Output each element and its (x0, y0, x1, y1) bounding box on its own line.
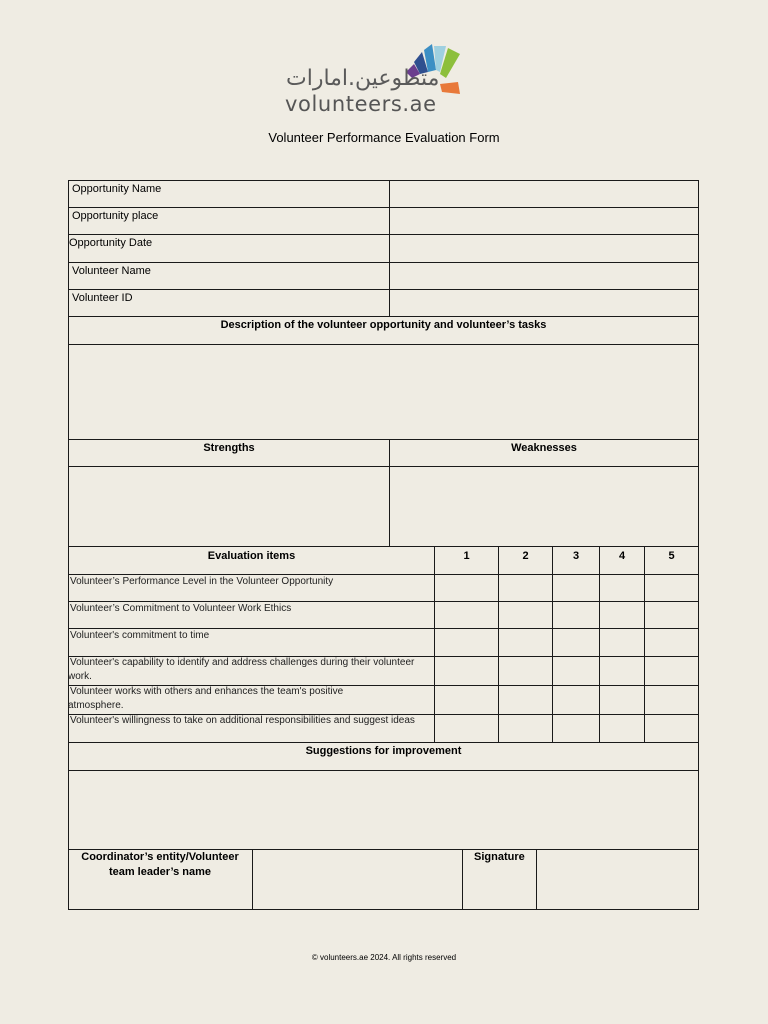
rating-cell[interactable] (644, 656, 699, 686)
rating-cell[interactable] (434, 656, 499, 686)
rating-cell[interactable] (599, 601, 645, 629)
description-heading: Description of the volunteer opportunity and volunteer’s tasks (220, 319, 547, 331)
rating-cell[interactable] (552, 628, 600, 657)
field-label-opportunity-place: Opportunity place (72, 210, 159, 222)
volunteer-name-input[interactable] (389, 262, 699, 290)
description-textarea[interactable] (68, 344, 699, 440)
evaluation-heading: Evaluation items (207, 550, 296, 562)
field-label-opportunity-date: Opportunity Date (69, 237, 153, 249)
evaluation-item-4: Volunteer's capability to identify and address challenges during their volunteer work. (68, 657, 415, 682)
logo-arabic-text: متطوعين.امارات (286, 66, 440, 91)
rating-cell[interactable] (498, 656, 553, 686)
scale-header-2: 2 (522, 550, 529, 562)
rating-cell[interactable] (552, 685, 600, 715)
rating-cell[interactable] (644, 628, 699, 657)
rating-cell[interactable] (644, 685, 699, 715)
scale-header-3: 3 (572, 550, 580, 562)
scale-header-5: 5 (668, 550, 675, 562)
rating-cell[interactable] (498, 601, 553, 629)
coordinator-name-input[interactable] (252, 849, 463, 910)
rating-cell[interactable] (599, 574, 645, 602)
rating-cell[interactable] (434, 601, 499, 629)
signature-label: Signature (474, 851, 525, 863)
rating-cell[interactable] (552, 574, 600, 602)
volunteer-id-input[interactable] (389, 289, 699, 317)
evaluation-item-6: Volunteer's willingness to take on additional responsibilities and suggest ideas (70, 715, 415, 726)
rating-cell[interactable] (434, 628, 499, 657)
rating-cell[interactable] (644, 714, 699, 743)
logo-latin-text: volunteers.ae (285, 92, 437, 116)
field-label-volunteer-name: Volunteer Name (72, 265, 151, 277)
strengths-heading: Strengths (203, 442, 255, 454)
strengths-textarea[interactable] (68, 466, 390, 547)
signature-input[interactable] (536, 849, 699, 910)
opportunity-place-input[interactable] (389, 207, 699, 235)
rating-cell[interactable] (599, 714, 645, 743)
rating-cell[interactable] (552, 714, 600, 743)
coordinator-label: Coordinator’s entity/Volunteer team leader’s name (81, 851, 239, 878)
opportunity-name-input[interactable] (389, 180, 699, 208)
rating-cell[interactable] (552, 601, 600, 629)
rating-cell[interactable] (434, 685, 499, 715)
evaluation-item-3: Volunteer's commitment to time (70, 630, 210, 641)
form-title: Volunteer Performance Evaluation Form (268, 130, 500, 145)
weaknesses-heading: Weaknesses (511, 442, 577, 454)
rating-cell[interactable] (498, 574, 553, 602)
opportunity-date-input[interactable] (389, 234, 699, 263)
rating-cell[interactable] (644, 574, 699, 602)
field-label-volunteer-id: Volunteer ID (72, 292, 133, 304)
rating-cell[interactable] (498, 714, 553, 743)
evaluation-item-5: Volunteer works with others and enhances the team's positive atmosphere. (68, 686, 344, 711)
volunteers-logo (284, 44, 464, 116)
rating-cell[interactable] (644, 601, 699, 629)
rating-cell[interactable] (599, 628, 645, 657)
scale-header-1: 1 (463, 550, 470, 562)
scale-header-4: 4 (618, 550, 626, 562)
rating-cell[interactable] (599, 685, 645, 715)
suggestions-heading: Suggestions for improvement (305, 745, 462, 757)
footer-copyright: © volunteers.ae 2024. All rights reserved (311, 953, 457, 962)
rating-cell[interactable] (434, 574, 499, 602)
evaluation-item-2: Volunteer’s Commitment to Volunteer Work Ethics (70, 603, 292, 614)
rating-cell[interactable] (434, 714, 499, 743)
field-label-opportunity-name: Opportunity Name (72, 183, 162, 195)
rating-cell[interactable] (498, 685, 553, 715)
suggestions-textarea[interactable] (68, 770, 699, 850)
rating-cell[interactable] (599, 656, 645, 686)
weaknesses-textarea[interactable] (389, 466, 699, 547)
evaluation-item-1: Volunteer’s Performance Level in the Volunteer Opportunity (70, 576, 334, 587)
rating-cell[interactable] (498, 628, 553, 657)
rating-cell[interactable] (552, 656, 600, 686)
